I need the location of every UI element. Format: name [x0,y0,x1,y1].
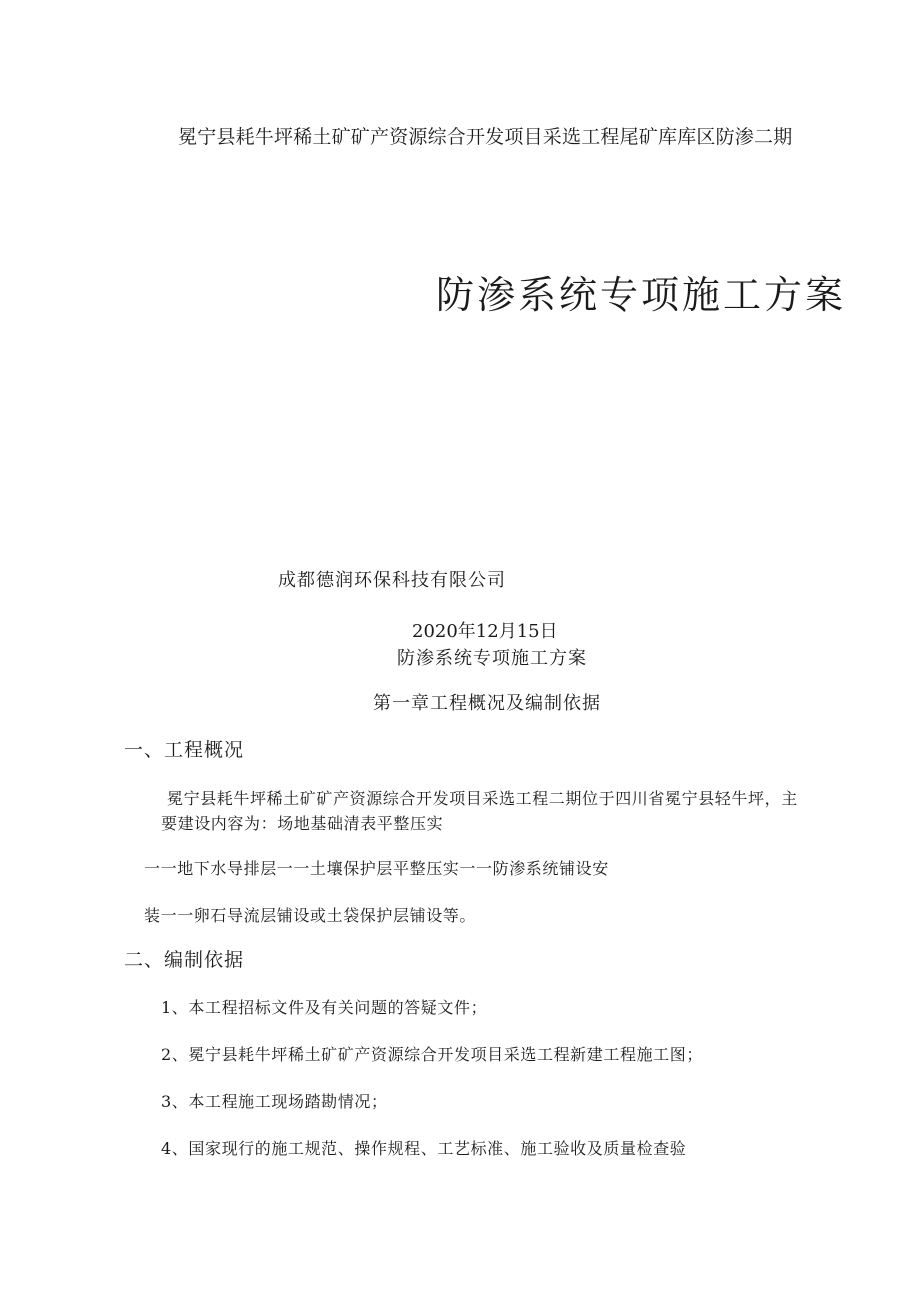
document-date: 2020年12月15日 [412,621,558,642]
overview-paragraph-line: 一一地下水导排层一一土壤保护层平整压实一一防渗系统铺设安 [144,859,609,878]
section-heading-basis: 二、编制依据 [124,949,245,971]
basis-list-item: 4、国家现行的施工规范、操作规程、工艺标准、施工验收及质量检查验 [161,1139,687,1158]
main-title: 防渗系统专项施工方案 [436,273,847,317]
overview-paragraph-line: 装一一卵石导流层铺设或土袋保护层铺设等。 [144,906,477,925]
overview-paragraph-line: 冕宁县耗牛坪稀土矿矿产资源综合开发项目采选工程二期位于四川省冕宁县轻牛坪，主 [167,789,798,808]
basis-list-item: 1、本工程招标文件及有关问题的答疑文件； [161,998,488,1017]
company-name: 成都德润环保科技有限公司 [278,570,506,591]
basis-list-item: 2、冕宁县耗牛坪稀土矿矿产资源综合开发项目采选工程新建工程施工图； [161,1045,703,1064]
overview-paragraph-line: 要建设内容为：场地基础清表平整压实 [161,814,444,833]
section-heading-overview: 一、工程概况 [124,739,245,761]
basis-list-item: 3、本工程施工现场踏勘情况； [161,1092,388,1111]
project-title: 冕宁县耗牛坪稀土矿矿产资源综合开发项目采选工程尾矿库库区防渗二期 [178,126,793,148]
chapter-title: 第一章工程概况及编制依据 [373,693,601,714]
document-title: 防渗系统专项施工方案 [397,648,587,669]
